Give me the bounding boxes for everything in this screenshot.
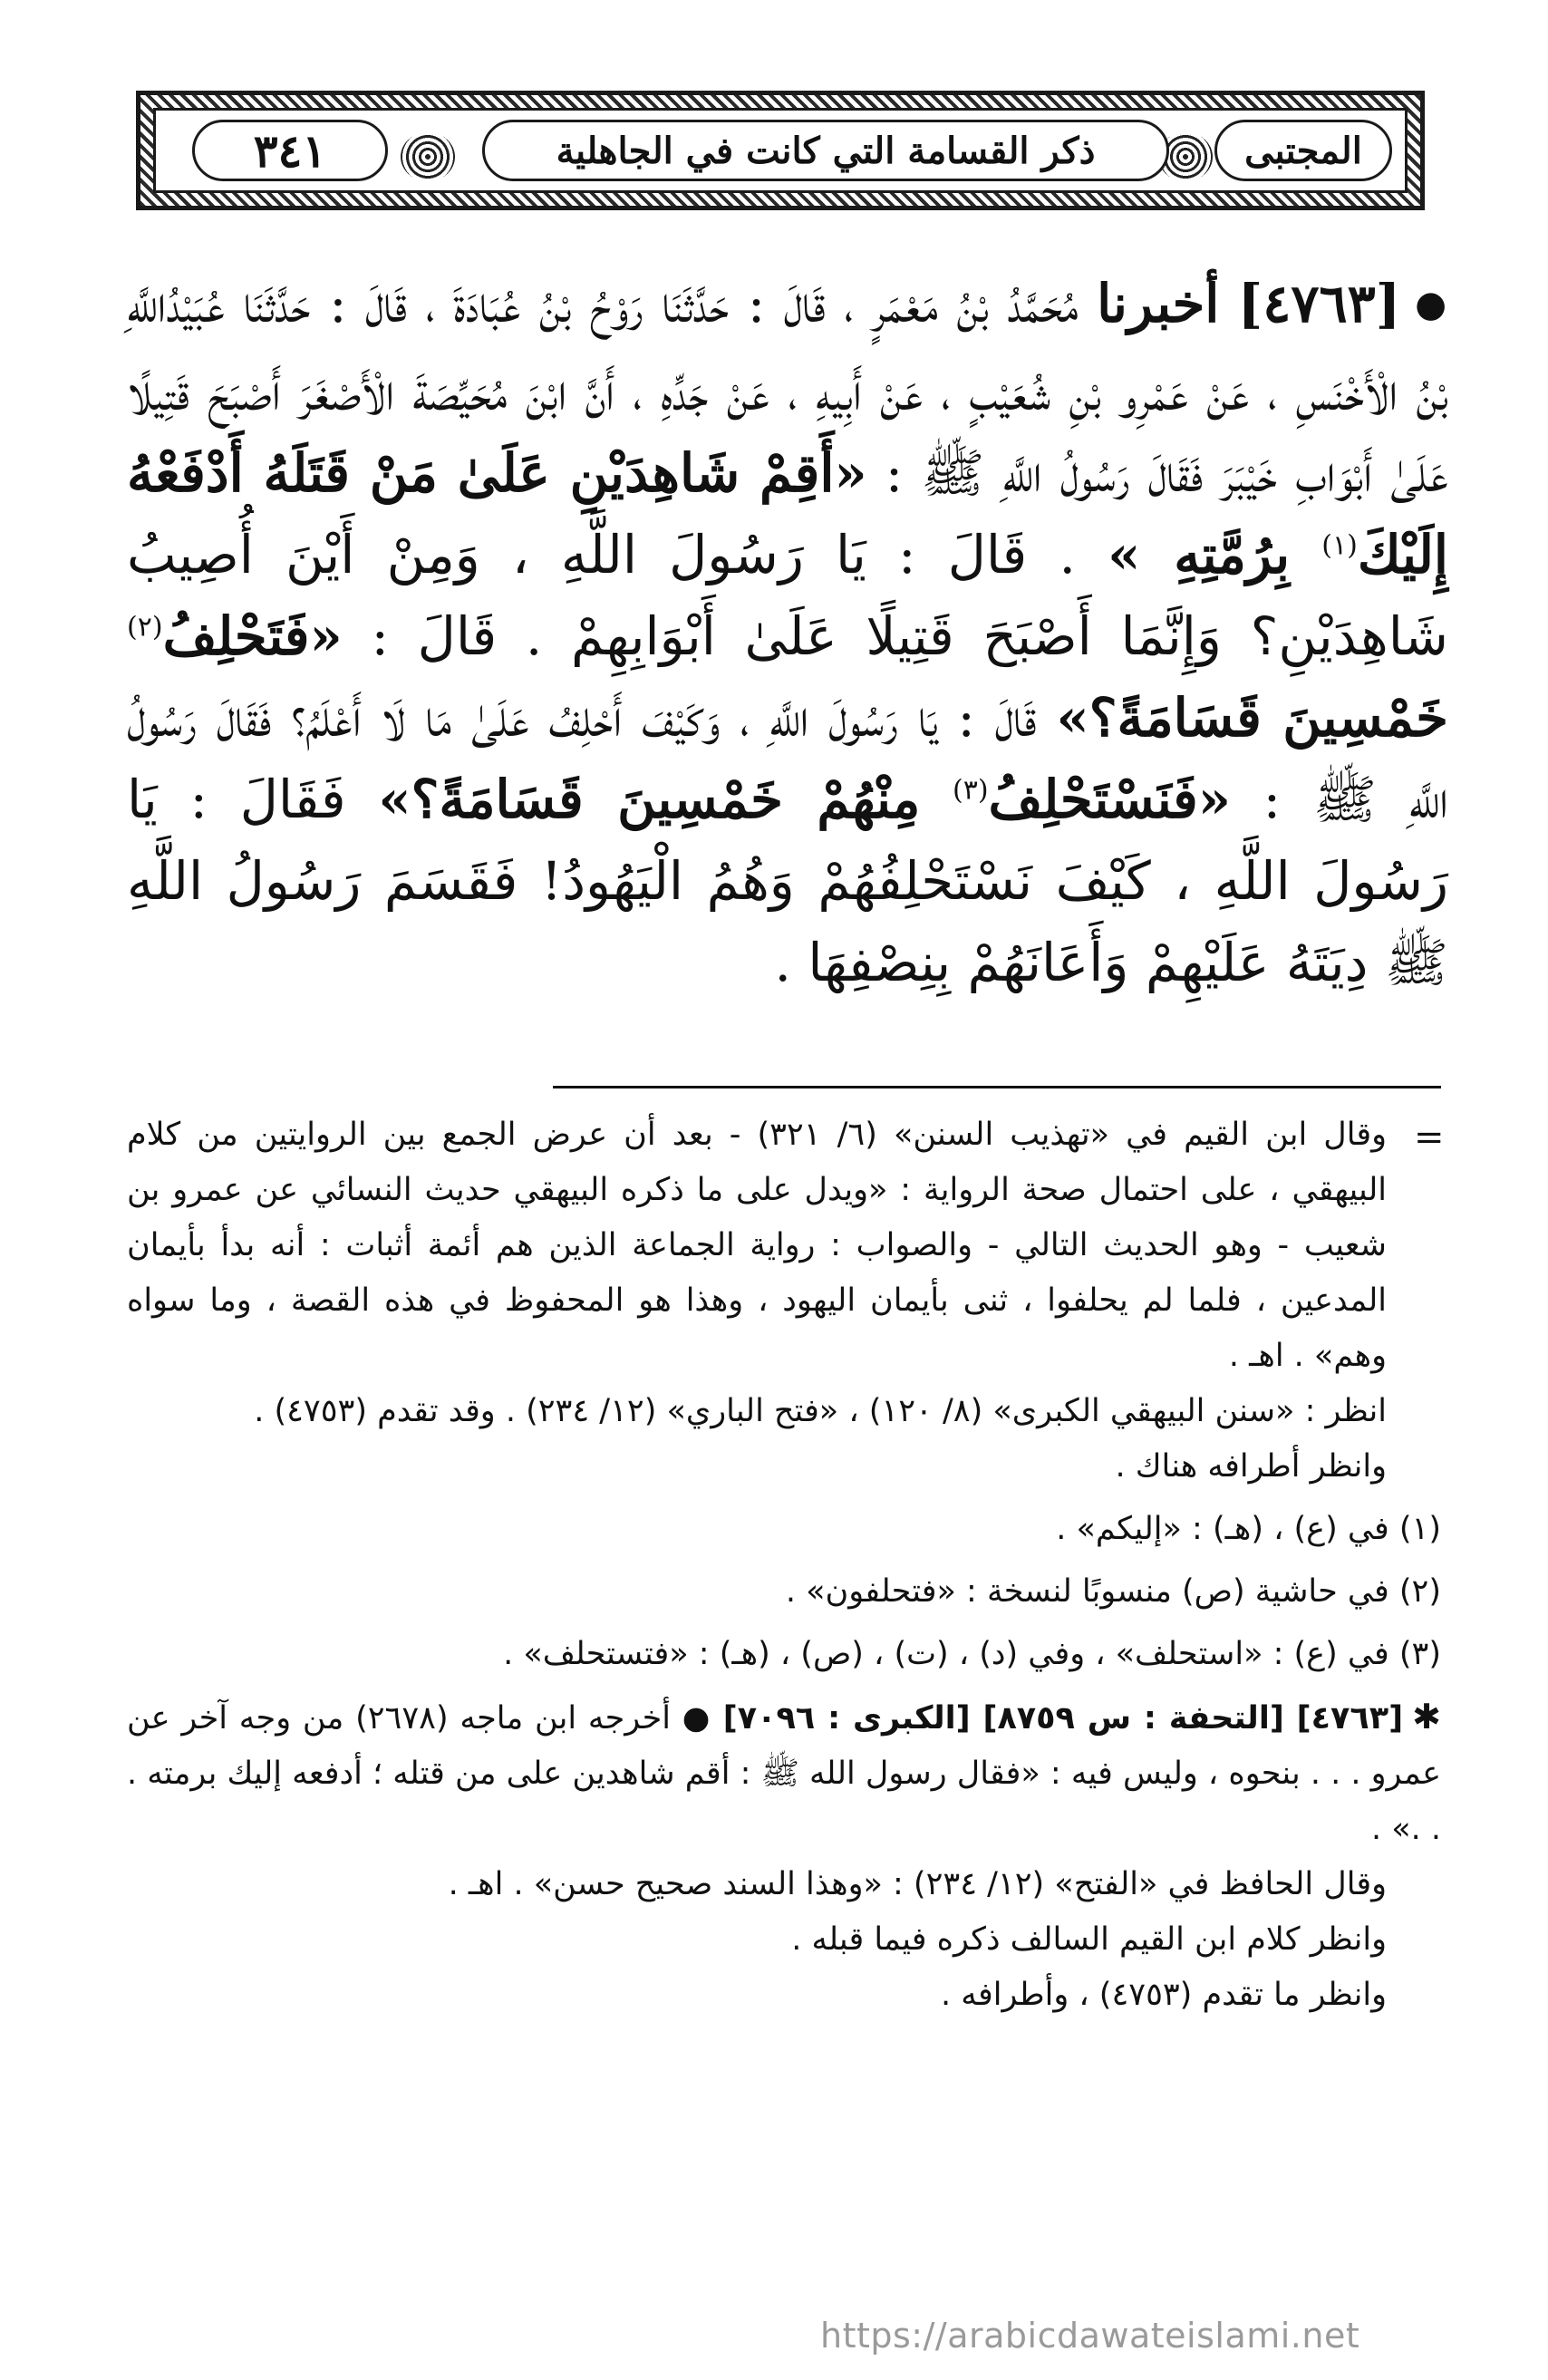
prophet-quote-3: «فَنَسْتَحْلِفُ — [988, 769, 1231, 830]
chapter-title: ذكر القسامة التي كانت في الجاهلية — [556, 129, 1096, 172]
book-name-cartouche — [1214, 120, 1392, 181]
footnote-continuation: وقال ابن القيم في «تهذيب السنن» (٦/ ٣٢١) - بعد أن عرض الجمع بين الروايتين من كلام البيهقي ، على احتمال صحة الرواية : «ويدل على ما ذكره البيهقي حديث النسائي عن عمرو بن شعيب - وهو الحديث التالي - والصواب : رواية الجماعة الذين هم أئمة أثبات : أنه بدأ بأيمان المدعين ، فلما لم يحلفوا ، ثنى بأيمان اليهود ، وهذا هو المحفوظ في هذه القصة ، وما سواه وهم» . اهـ . — [127, 1117, 1388, 1374]
footnote-1: (١) في (ع) ، (هـ) : «إليكم» . — [1056, 1511, 1441, 1547]
footnote-2: (٢) في حاشية (ص) منسوبًا لنسخة : «فتحلفون» . — [785, 1573, 1441, 1610]
hadith-text-2: . قَالَ : يَا رَسُولَ اللَّهِ ، وَمِنْ أَيْنَ أُصِيبُ شَاهِدَيْنِ؟ وَإِنَّمَا أَصْبَحَ قَتِيلًا عَلَىٰ أَبْوَابِهِمْ . قَالَ : — [127, 524, 1448, 667]
prophet-quote-1: «أَقِمْ شَاهِدَيْنِ عَلَىٰ مَنْ قَتَلَهُ أَدْفَعْهُ إِلَيْكَ — [127, 442, 1449, 585]
hadith-text-1: مُحَمَّدُ بْنُ مَعْمَرٍ ، قَالَ : حَدَّثَنَا رَوْحُ بْنُ عُبَادَةَ ، قَالَ : حَدَّثَنَا عُبَيْدُاللَّهِ بْنُ الْأَخْنَسِ ، عَنْ عَمْرِو بْنِ شُعَيْبٍ ، عَنْ أَبِيهِ ، عَنْ جَدِّهِ ، أَنَّ ابْنَ مُحَيِّصَةَ الْأَصْغَرَ أَصْبَحَ قَتِيلًا عَلَىٰ أَبْوَابِ خَيْبَرَ فَقَالَ رَسُولُ اللَّهِ ﷺ : — [127, 273, 1449, 504]
footnote-see-1: انظر : «سنن البيهقي الكبرى» (٨/ ١٢٠) ، «فتح الباري» (١٢/ ٢٣٤) . وقد تقدم (٤٧٥٣) . — [254, 1393, 1387, 1429]
hadith-text-4: فَقَالَ : يَا رَسُولَ اللَّهِ ، كَيْفَ نَسْتَحْلِفُهُمْ وَهُمُ الْيَهُودُ! فَقَسَمَ رَسُولُ اللَّهِ ﷺ دِيَتَهُ عَلَيْهِمْ وَأَعَانَهُمْ بِنِصْفِهَا . — [127, 769, 1449, 993]
akhbarana: أخبرنا — [1097, 273, 1220, 334]
watermark-url: https://arabicdawateislami.net — [820, 2316, 1360, 2356]
footnote-ref-2: (٢) — [127, 611, 163, 643]
takhrij-ref: [٤٧٦٣] [التحفة : س ٨٧٥٩] [الكبرى : ٧٠٩٦] — [722, 1700, 1404, 1737]
hadith-paragraph — [127, 263, 1448, 1003]
prophet-quote-2b: خَمْسِينَ قَسَامَةً؟» — [1056, 687, 1448, 749]
bullet-icon: ● — [682, 1700, 711, 1737]
chapter-title-cartouche — [482, 120, 1169, 181]
continuation-mark: = — [1414, 1117, 1445, 1158]
hadith-number: [٤٧٦٣] — [1237, 273, 1401, 334]
hadith-text — [127, 263, 1448, 1003]
footnote-3: (٣) في (ع) : «استحلف» ، وفي (د) ، (ت) ، (ص) ، (هـ) : «فتستحلف» . — [503, 1636, 1441, 1672]
book-name: المجتبى — [1244, 129, 1362, 172]
ibn-qayyim-ref: وانظر كلام ابن القيم السالف ذكره فيما قبله . — [791, 1921, 1387, 1958]
hadith-text-3: قَالَ : يَا رَسُولَ اللَّهِ ، وَكَيْفَ أَحْلِفُ عَلَىٰ مَا لَا أَعْلَمُ؟ فَقَالَ رَسُولُ اللَّهِ ﷺ : — [127, 687, 1448, 830]
hafiz-note: وقال الحافظ في «الفتح» (١٢/ ٢٣٤) : «وهذا السند صحيح حسن» . اهـ . — [448, 1866, 1387, 1902]
prophet-quote-3b: مِنْهُمْ خَمْسِينَ قَسَامَةً؟» — [378, 769, 921, 830]
footnote-divider — [553, 1086, 1441, 1088]
asterisk-icon: ✱ — [1412, 1697, 1441, 1737]
prophet-quote-1b: بِرُمَّتِهِ » — [1108, 524, 1291, 585]
footnotes — [127, 1108, 1441, 2023]
header-inner — [153, 108, 1408, 193]
bullet-icon: ● — [1415, 284, 1449, 325]
see-previous: وانظر ما تقدم (٤٧٥٣) ، وأطرافه . — [941, 1977, 1387, 2013]
page-header-frame — [136, 91, 1425, 210]
ornament-icon — [401, 132, 455, 181]
prophet-quote-2: «فَتَحْلِفُ — [162, 605, 343, 667]
footnote-see-2: وانظر أطرافه هناك . — [1115, 1448, 1387, 1485]
page-number-cartouche — [192, 120, 388, 181]
takhrij-text: أخرجه ابن ماجه (٢٦٧٨) من وجه آخر عن عمرو . . . بنحوه ، وليس فيه : «فقال رسول الله ﷺ : أقم شاهدين على من قتله ؛ أدفعه إليك برمته . . .» . — [127, 1700, 1441, 1847]
footnote-ref-3: (٣) — [952, 774, 989, 807]
footnote-ref-1: (١) — [1321, 529, 1358, 562]
takhrij — [127, 1689, 1441, 1857]
page-number: ٣٤١ — [253, 123, 327, 178]
